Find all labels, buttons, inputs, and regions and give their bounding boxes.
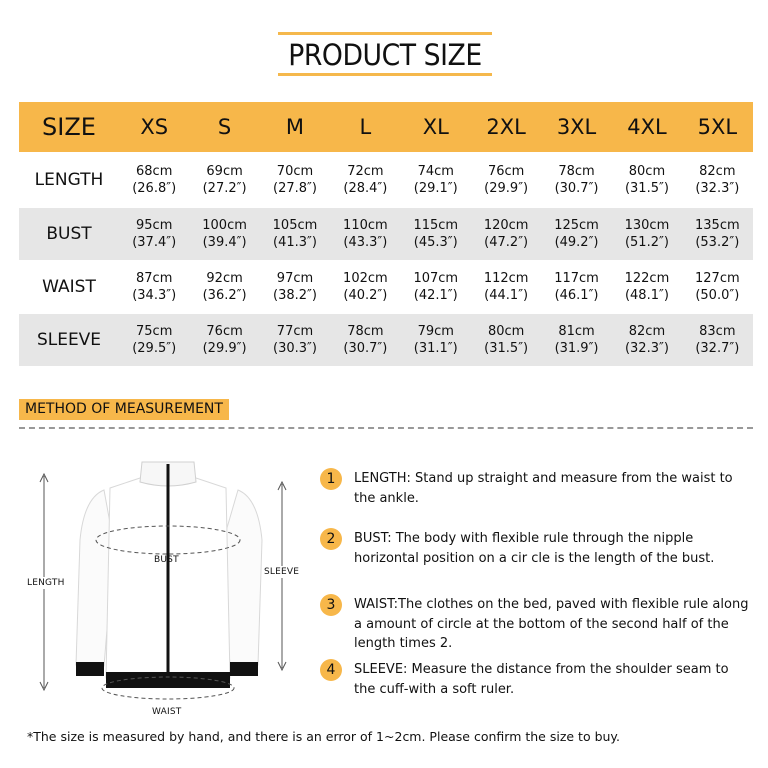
cell-cm-value: 100cm (202, 218, 247, 233)
cell-cm-value: 77cm (276, 324, 314, 339)
length-label: LENGTH (27, 578, 65, 588)
header-size-s: S (217, 114, 232, 139)
title-bottom-rule (278, 73, 492, 76)
jacket-illustration (26, 450, 326, 722)
table-cell (471, 217, 541, 251)
table-row-length (19, 152, 753, 208)
table-cell (119, 323, 189, 357)
cell-cm-value: 107cm (413, 271, 459, 286)
cell-cm-value: 95cm (136, 218, 173, 233)
table-cell (612, 217, 682, 251)
table-cell (260, 323, 330, 357)
cell-inch-value: (29.1″) (413, 181, 458, 196)
table-cell (401, 217, 471, 251)
step-number-badge: 1 (320, 468, 342, 490)
table-cell (541, 270, 611, 304)
step-number-badge: 3 (320, 594, 342, 616)
cell-inch-value: (49.2″) (554, 235, 599, 250)
step-text: WAIST:The clothes on the bed, paved with flexible rule along a amount of circle at the bottom of the second half of the length times 2. (354, 597, 749, 651)
table-cell (189, 163, 259, 197)
table-cell (330, 163, 400, 197)
header-size-label: SIZE (42, 113, 96, 141)
step-number-badge: 4 (320, 659, 342, 681)
header-size-m: M (285, 114, 305, 139)
table-cell (612, 163, 682, 197)
cell-inch-value: (32.3″) (624, 341, 669, 356)
table-header-row (19, 102, 753, 152)
table-cell (682, 217, 752, 251)
cell-cm-value: 135cm (695, 218, 740, 233)
cell-cm-value: 69cm (206, 164, 243, 179)
cell-inch-value: (40.2″) (343, 288, 388, 303)
bust-label: BUST (154, 555, 179, 565)
table-cell (260, 270, 330, 304)
table-cell (189, 270, 259, 304)
cell-cm-value: 68cm (136, 164, 173, 179)
cell-cm-value: 75cm (136, 324, 173, 339)
table-row-waist (19, 260, 753, 314)
cell-inch-value: (31.5″) (484, 341, 529, 356)
table-cell (471, 270, 541, 304)
cell-cm-value: 115cm (413, 218, 459, 233)
cell-cm-value: 81cm (558, 324, 595, 339)
cell-cm-value: 102cm (343, 271, 388, 286)
step-text: BUST: The body with flexible rule through the nipple horizontal position on a cir cle is the length of the bust. (354, 531, 715, 566)
header-size-xl: XL (422, 114, 449, 139)
row-label: WAIST (42, 277, 96, 297)
header-size-xs: XS (140, 114, 169, 139)
sleeve-label: SLEEVE (264, 567, 300, 577)
table-cell (330, 270, 400, 304)
waist-label: WAIST (152, 707, 182, 717)
step-text: SLEEVE: Measure the distance from the shoulder seam to the cuff-with a soft ruler. (354, 662, 729, 697)
cell-inch-value: (32.3″) (695, 181, 740, 196)
cell-inch-value: (26.8″) (132, 181, 177, 196)
cell-cm-value: 97cm (276, 271, 314, 286)
footnote: *The size is measured by hand, and there is an error of 1~2cm. Please confirm the size to buy. (27, 729, 621, 744)
cell-cm-value: 80cm (487, 324, 525, 339)
cell-cm-value: 127cm (695, 271, 740, 286)
cell-cm-value: 72cm (347, 164, 384, 179)
cell-inch-value: (32.7″) (695, 341, 740, 356)
header-size-5xl: 5XL (697, 114, 738, 139)
table-cell (541, 323, 611, 357)
table-cell (260, 163, 330, 197)
dashed-divider (19, 427, 753, 429)
table-cell (471, 163, 541, 197)
cell-inch-value: (48.1″) (624, 288, 669, 303)
table-cell (682, 323, 752, 357)
cell-cm-value: 80cm (628, 164, 666, 179)
cell-inch-value: (30.7″) (554, 181, 599, 196)
method-of-measurement-heading: METHOD OF MEASUREMENT (19, 399, 229, 420)
cell-cm-value: 130cm (624, 218, 670, 233)
table-row-bust (19, 208, 753, 260)
header-size-3xl: 3XL (556, 114, 597, 139)
table-cell (330, 323, 400, 357)
cell-cm-value: 70cm (276, 164, 314, 179)
cell-cm-value: 82cm (628, 324, 666, 339)
step-number-badge: 2 (320, 528, 342, 550)
cell-cm-value: 79cm (417, 324, 454, 339)
table-cell (119, 163, 189, 197)
cell-inch-value: (46.1″) (554, 288, 599, 303)
cell-inch-value: (41.3″) (273, 235, 317, 250)
row-label: LENGTH (34, 170, 104, 190)
cell-inch-value: (36.2″) (202, 288, 247, 303)
cell-inch-value: (50.0″) (695, 288, 740, 303)
cell-inch-value: (44.1″) (484, 288, 529, 303)
step-text: LENGTH: Stand up straight and measure from the waist to the ankle. (354, 471, 733, 506)
cell-cm-value: 105cm (272, 218, 318, 233)
title-block (278, 32, 492, 78)
cell-inch-value: (29.9″) (484, 181, 529, 196)
table-cell (612, 270, 682, 304)
cell-inch-value: (31.9″) (554, 341, 599, 356)
row-label: BUST (46, 224, 92, 244)
table-cell (682, 270, 752, 304)
cell-cm-value: 92cm (206, 271, 243, 286)
cell-inch-value: (27.2″) (202, 181, 247, 196)
cell-inch-value: (30.7″) (343, 341, 388, 356)
table-cell (401, 270, 471, 304)
cell-inch-value: (31.5″) (624, 181, 669, 196)
cell-cm-value: 76cm (206, 324, 243, 339)
cell-inch-value: (27.8″) (273, 181, 317, 196)
table-cell (541, 217, 611, 251)
cell-inch-value: (29.9″) (202, 341, 247, 356)
cell-cm-value: 76cm (487, 164, 525, 179)
cell-cm-value: 112cm (483, 271, 529, 286)
table-cell (189, 217, 259, 251)
cell-inch-value: (53.2″) (695, 235, 740, 250)
cell-inch-value: (39.4″) (202, 235, 247, 250)
cell-cm-value: 110cm (343, 218, 388, 233)
jacket-measurement-diagram (26, 450, 326, 722)
cell-cm-value: 78cm (558, 164, 595, 179)
table-cell (401, 323, 471, 357)
header-size-4xl: 4XL (627, 114, 667, 139)
table-cell (189, 323, 259, 357)
cell-inch-value: (31.1″) (413, 341, 458, 356)
cell-inch-value: (47.2″) (484, 235, 529, 250)
size-chart-table (19, 102, 753, 366)
cell-inch-value: (38.2″) (273, 288, 317, 303)
table-cell (471, 323, 541, 357)
table-cell (330, 217, 400, 251)
cell-cm-value: 117cm (554, 271, 599, 286)
cell-cm-value: 87cm (136, 271, 173, 286)
cell-inch-value: (34.3″) (132, 288, 177, 303)
cell-inch-value: (29.5″) (132, 341, 177, 356)
cell-cm-value: 125cm (554, 218, 599, 233)
header-size-l: L (359, 114, 372, 139)
cell-inch-value: (42.1″) (413, 288, 458, 303)
cell-cm-value: 82cm (699, 164, 736, 179)
table-cell (401, 163, 471, 197)
cell-cm-value: 83cm (699, 324, 736, 339)
cell-inch-value: (43.3″) (343, 235, 388, 250)
table-cell (612, 323, 682, 357)
cell-inch-value: (30.3″) (273, 341, 317, 356)
cell-cm-value: 120cm (483, 218, 529, 233)
table-cell (119, 217, 189, 251)
cell-cm-value: 78cm (347, 324, 384, 339)
cell-cm-value: 74cm (417, 164, 454, 179)
cell-inch-value: (51.2″) (624, 235, 669, 250)
cell-cm-value: 122cm (624, 271, 670, 286)
cell-inch-value: (28.4″) (343, 181, 388, 196)
table-row-sleeve (19, 314, 753, 366)
header-size-2xl: 2XL (486, 114, 526, 139)
table-cell (119, 270, 189, 304)
page-title: PRODUCT SIZE (288, 38, 482, 72)
row-label: SLEEVE (36, 330, 102, 350)
cell-inch-value: (45.3″) (413, 235, 458, 250)
title-top-rule (278, 32, 492, 35)
table-cell (260, 217, 330, 251)
table-cell (682, 163, 752, 197)
cell-inch-value: (37.4″) (132, 235, 177, 250)
table-cell (541, 163, 611, 197)
